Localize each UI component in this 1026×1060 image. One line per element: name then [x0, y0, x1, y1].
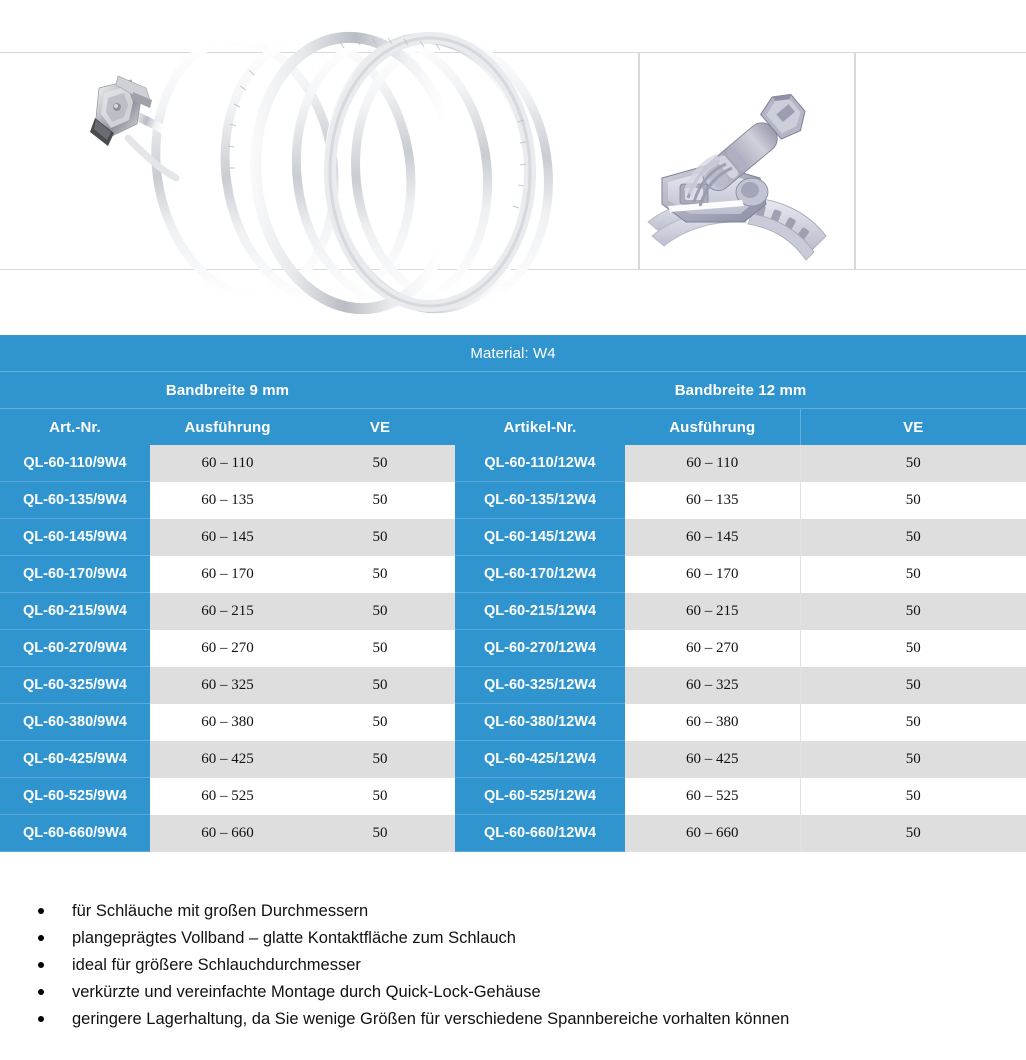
cell-ausf2: 60 – 270 [625, 630, 800, 667]
cell-ve: 50 [305, 815, 455, 852]
cell-art: QL-60-215/9W4 [0, 593, 150, 630]
cell-ve: 50 [305, 667, 455, 704]
table-row [0, 519, 1026, 556]
cell-ausf: 60 – 215 [150, 593, 305, 630]
column-header-art-nr: Art.-Nr. [0, 409, 150, 446]
cell-ausf: 60 – 425 [150, 741, 305, 778]
feature-list-item [0, 898, 1026, 925]
cell-art2: QL-60-145/12W4 [455, 519, 625, 556]
cell-ausf2: 60 – 425 [625, 741, 800, 778]
cell-ve: 50 [305, 593, 455, 630]
cell-ve: 50 [305, 778, 455, 815]
table-body [0, 445, 1026, 852]
table-row [0, 815, 1026, 852]
table-row [0, 667, 1026, 704]
cell-ve2: 50 [800, 630, 1026, 667]
cell-ve2: 50 [800, 519, 1026, 556]
feature-text: geringere Lagerhaltung, da Sie wenige Größen für verschiedene Spannbereiche vorhalten können [72, 1010, 790, 1028]
main-product-image-frame [0, 52, 639, 270]
group-header-bandbreite-12: Bandbreite 12 mm [455, 372, 1026, 409]
cell-ve: 50 [305, 556, 455, 593]
cell-ve2: 50 [800, 704, 1026, 741]
cell-ausf: 60 – 270 [150, 630, 305, 667]
cell-ve2: 50 [800, 593, 1026, 630]
table-row [0, 704, 1026, 741]
cell-ausf2: 60 – 215 [625, 593, 800, 630]
cell-ausf: 60 – 170 [150, 556, 305, 593]
cell-art: QL-60-325/9W4 [0, 667, 150, 704]
cell-ve2: 50 [800, 815, 1026, 852]
cell-art: QL-60-170/9W4 [0, 556, 150, 593]
column-header-ausfuehrung-2: Ausführung [625, 409, 800, 446]
cell-art2: QL-60-425/12W4 [455, 741, 625, 778]
cell-ausf: 60 – 380 [150, 704, 305, 741]
cell-ausf: 60 – 660 [150, 815, 305, 852]
column-header-ve-2: VE [800, 409, 1026, 446]
cell-ausf2: 60 – 110 [625, 445, 800, 482]
cell-ve: 50 [305, 630, 455, 667]
cell-art: QL-60-135/9W4 [0, 482, 150, 519]
cell-ve: 50 [305, 704, 455, 741]
cell-art2: QL-60-215/12W4 [455, 593, 625, 630]
feature-text: für Schläuche mit großen Durchmessern [72, 902, 369, 920]
product-image-band [0, 0, 1026, 335]
bullet-icon [38, 1016, 44, 1022]
cell-art: QL-60-270/9W4 [0, 630, 150, 667]
cell-art: QL-60-425/9W4 [0, 741, 150, 778]
cell-ausf: 60 – 145 [150, 519, 305, 556]
table-header-material-row [0, 335, 1026, 372]
cell-ve: 50 [305, 482, 455, 519]
empty-image-frame [855, 52, 1026, 270]
cell-ausf2: 60 – 525 [625, 778, 800, 815]
group-header-bandbreite-9: Bandbreite 9 mm [0, 372, 455, 409]
bullet-icon [38, 908, 44, 914]
cell-ve2: 50 [800, 741, 1026, 778]
cell-ausf2: 60 – 660 [625, 815, 800, 852]
feature-list-item [0, 1006, 1026, 1033]
product-spec-table [0, 335, 1026, 852]
feature-text: plangeprägtes Vollband – glatte Kontaktfläche zum Schlauch [72, 929, 516, 947]
table-row [0, 741, 1026, 778]
bullet-icon [38, 935, 44, 941]
cell-art: QL-60-380/9W4 [0, 704, 150, 741]
feature-list-item [0, 952, 1026, 979]
table-header-group-row [0, 372, 1026, 409]
cell-art: QL-60-660/9W4 [0, 815, 150, 852]
cell-ausf: 60 – 525 [150, 778, 305, 815]
table-row [0, 556, 1026, 593]
feature-list-item [0, 979, 1026, 1006]
cell-ve: 50 [305, 445, 455, 482]
cell-art2: QL-60-660/12W4 [455, 815, 625, 852]
cell-ausf: 60 – 325 [150, 667, 305, 704]
cell-ve: 50 [305, 519, 455, 556]
cell-ausf: 60 – 110 [150, 445, 305, 482]
cell-ve2: 50 [800, 445, 1026, 482]
feature-bullet-list [0, 852, 1026, 1033]
cell-ve2: 50 [800, 778, 1026, 815]
cell-ve2: 50 [800, 667, 1026, 704]
cell-ve2: 50 [800, 482, 1026, 519]
table-row [0, 778, 1026, 815]
table-header-column-row [0, 409, 1026, 446]
cell-art2: QL-60-270/12W4 [455, 630, 625, 667]
cell-ausf2: 60 – 135 [625, 482, 800, 519]
column-header-ausfuehrung: Ausführung [150, 409, 305, 446]
table-row [0, 445, 1026, 482]
cell-ausf2: 60 – 325 [625, 667, 800, 704]
cell-art2: QL-60-170/12W4 [455, 556, 625, 593]
table-row [0, 630, 1026, 667]
bullet-icon [38, 989, 44, 995]
cell-ausf2: 60 – 380 [625, 704, 800, 741]
feature-text: ideal für größere Schlauchdurchmesser [72, 956, 361, 974]
cell-ausf2: 60 – 145 [625, 519, 800, 556]
cell-art2: QL-60-525/12W4 [455, 778, 625, 815]
detail-render-image-frame [639, 52, 855, 270]
cell-ve2: 50 [800, 556, 1026, 593]
column-header-ve: VE [305, 409, 455, 446]
cell-art2: QL-60-325/12W4 [455, 667, 625, 704]
cell-art: QL-60-145/9W4 [0, 519, 150, 556]
feature-list-item [0, 925, 1026, 952]
table-row [0, 482, 1026, 519]
cell-art2: QL-60-110/12W4 [455, 445, 625, 482]
table-row [0, 593, 1026, 630]
cell-art: QL-60-110/9W4 [0, 445, 150, 482]
material-header-label: Material: W4 [0, 335, 1026, 372]
cell-ausf2: 60 – 170 [625, 556, 800, 593]
cell-ausf: 60 – 135 [150, 482, 305, 519]
cell-art2: QL-60-380/12W4 [455, 704, 625, 741]
bullet-icon [38, 962, 44, 968]
feature-text: verkürzte und vereinfachte Montage durch Quick-Lock-Gehäuse [72, 983, 541, 1001]
column-header-artikel-nr: Artikel-Nr. [455, 409, 625, 446]
cell-art2: QL-60-135/12W4 [455, 482, 625, 519]
cell-ve: 50 [305, 741, 455, 778]
cell-art: QL-60-525/9W4 [0, 778, 150, 815]
